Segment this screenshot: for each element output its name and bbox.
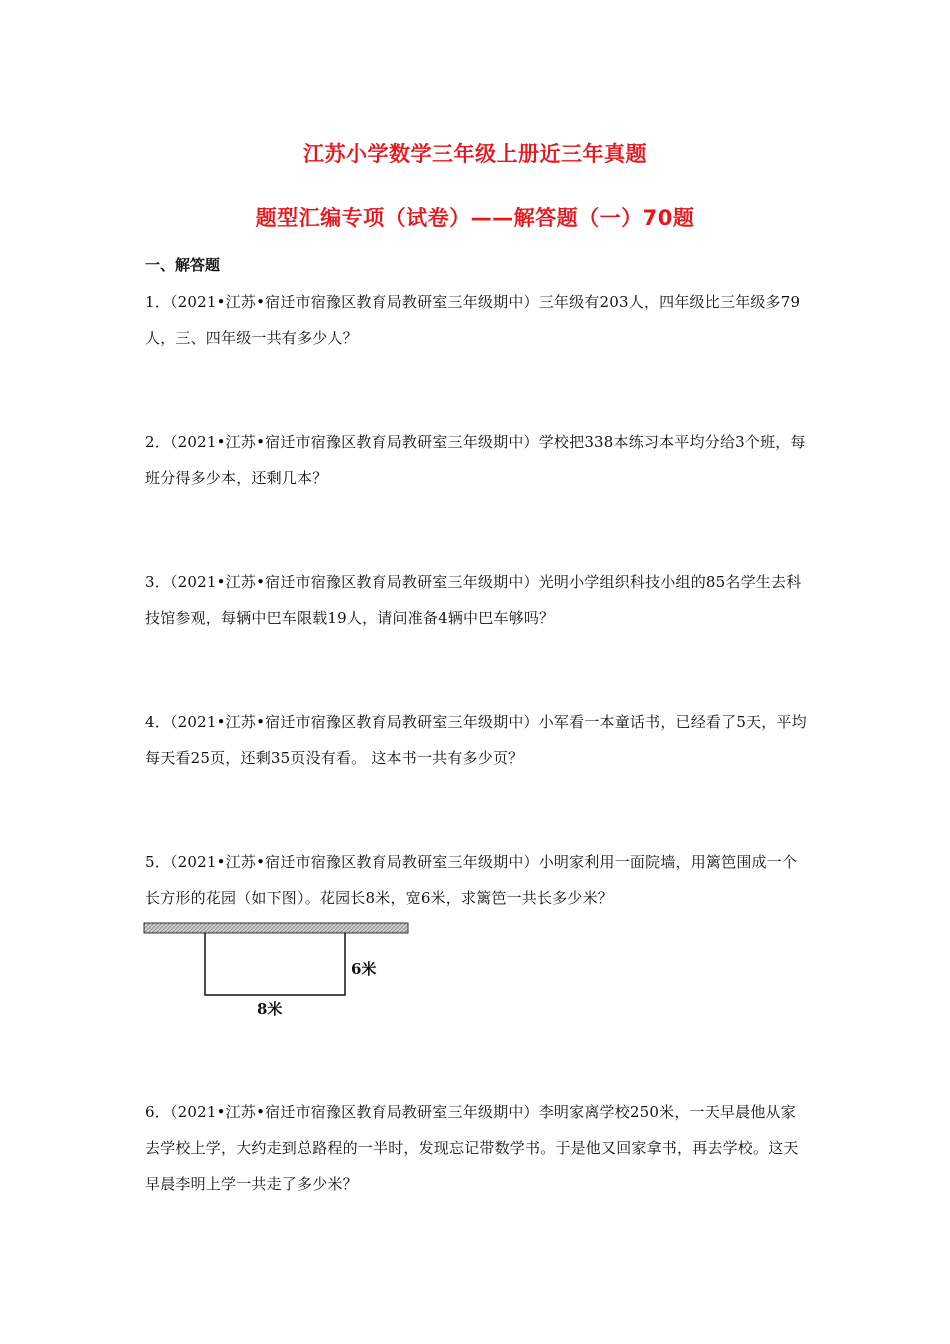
garden-fence (205, 933, 345, 995)
garden-diagram (143, 918, 413, 1018)
question-6: 6．（2021•江苏•宿迁市宿豫区教育局教研室三年级期中）李明家离学校250米，一天早晨他从家去学校上学，大约走到总路程的一半时，发现忘记带数学书。于是他又回家拿书，再去学校。这天早晨李明上学一共走了多少米？ (145, 1103, 799, 1193)
question-4: 4．（2021•江苏•宿迁市宿豫区教育局教研室三年级期中）小军看一本童话书，已经看了5天，平均每天看25页，还剩35页没有看。 这本书一共有多少页？ (145, 713, 807, 767)
length-label: 8米 (257, 1000, 283, 1018)
page-title: 江苏小学数学三年级上册近三年真题 (303, 142, 647, 166)
question-1: 1．（2021•江苏•宿迁市宿豫区教育局教研室三年级期中）三年级有203人，四年级比三年级多79人，三、四年级一共有多少人？ (145, 293, 801, 347)
page-subtitle: 题型汇编专项（试卷）——解答题（一）70题 (255, 206, 695, 230)
question-5: 5．（2021•江苏•宿迁市宿豫区教育局教研室三年级期中）小明家利用一面院墙，用篱笆围成一个长方形的花园（如下图）。花园长8米，宽6米，求篱笆一共长多少米？ (145, 853, 798, 907)
question-2: 2．（2021•江苏•宿迁市宿豫区教育局教研室三年级期中）学校把338本练习本平均分给3个班，每班分得多少本，还剩几本？ (145, 433, 806, 487)
question-3: 3．（2021•江苏•宿迁市宿豫区教育局教研室三年级期中）光明小学组织科技小组的85名学生去科技馆参观，每辆中巴车限载19人，请问准备4辆中巴车够吗？ (145, 573, 802, 627)
courtyard-wall (144, 923, 408, 933)
width-label: 6米 (351, 960, 377, 978)
section-heading: 一、解答题 (145, 256, 221, 274)
